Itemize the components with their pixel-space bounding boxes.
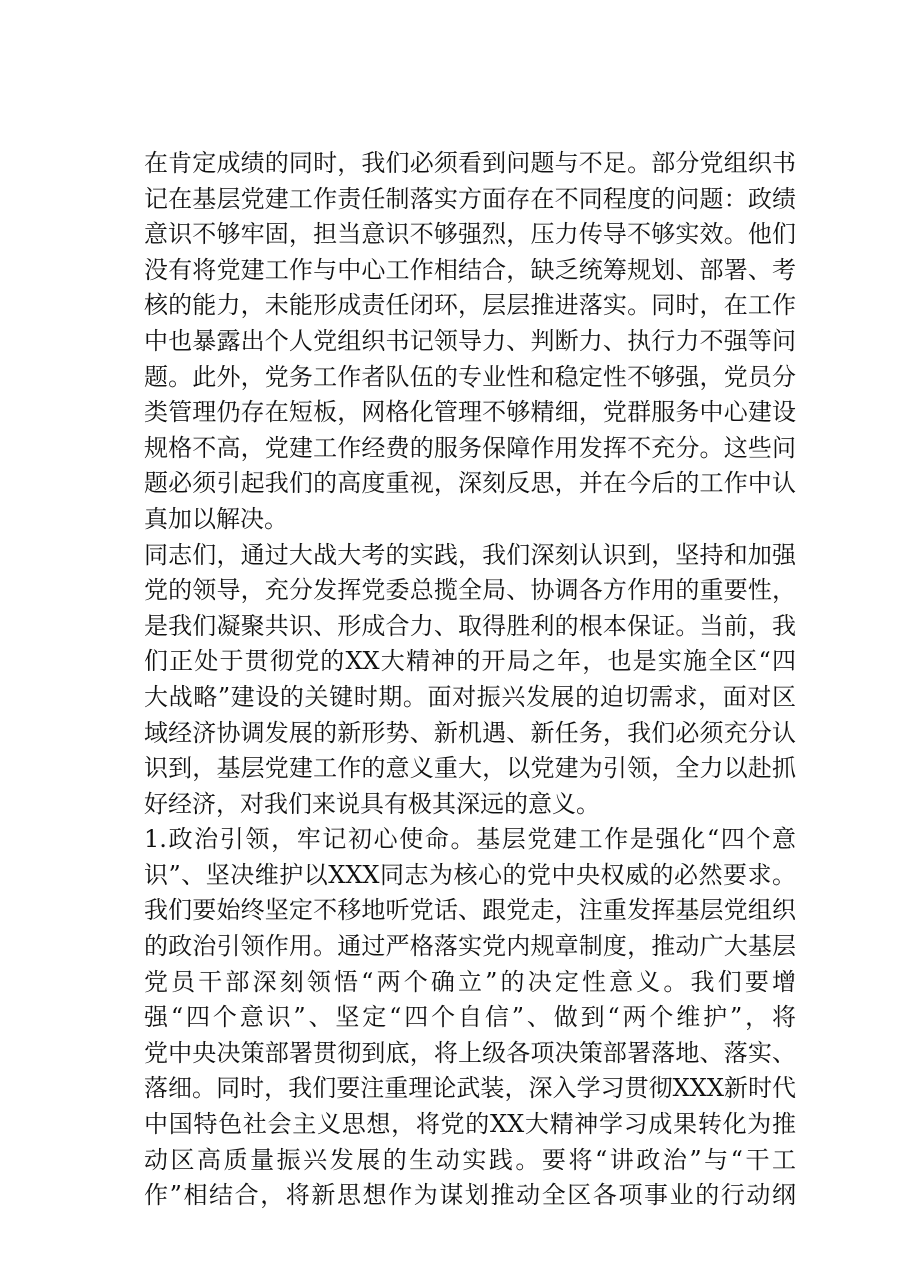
text-line: 们正处于贯彻党的XX大精神的开局之年，也是实施全区“四 bbox=[144, 647, 796, 676]
text-line: 识”、坚决维护以XXX同志为核心的党中央权威的必然要求。 bbox=[144, 860, 796, 889]
text-line: 题必须引起我们的高度重视，深刻反思，并在今后的工作中认 bbox=[144, 469, 796, 498]
text-line: 在肯定成绩的同时，我们必须看到问题与不足。部分党组织书 bbox=[144, 149, 796, 177]
paragraph-leadership bbox=[122, 538, 796, 823]
text-line: 1.政治引领，牢记初心使命。基层党建工作是强化“四个意 bbox=[144, 825, 796, 854]
text-line: 好经济，对我们来说具有极其深远的意义。 bbox=[144, 789, 600, 818]
text-line: 记在基层党建工作责任制落实方面存在不同程度的问题：政绩 bbox=[144, 184, 796, 213]
paragraph-political-guidance bbox=[122, 822, 796, 1214]
text-line: 意识不够牢固，担当意识不够强烈，压力传导不够实效。他们 bbox=[144, 220, 796, 249]
text-line: 题。此外，党务工作者队伍的专业性和稳定性不够强，党员分 bbox=[144, 362, 796, 391]
text-line: 真加以解决。 bbox=[144, 504, 288, 533]
text-line: 作”相结合，将新思想作为谋划推动全区各项事业的行动纲 bbox=[144, 1181, 796, 1210]
text-line: 党员干部深刻领悟“两个确立”的决定性意义。我们要增 bbox=[144, 967, 796, 996]
text-line: 我们要始终坚定不移地听党话、跟党走，注重发挥基层党组织 bbox=[144, 896, 796, 925]
paragraph-problems bbox=[122, 146, 796, 538]
text-line: 落细。同时，我们要注重理论武装，深入学习贯彻XXX新时代 bbox=[144, 1074, 796, 1103]
text-line: 大战略”建设的关键时期。面对振兴发展的迫切需求，面对区 bbox=[144, 682, 796, 711]
text-line: 同志们，通过大战大考的实践，我们深刻认识到，坚持和加强 bbox=[144, 540, 796, 569]
text-line: 动区高质量振兴发展的生动实践。要将“讲政治”与“干工 bbox=[144, 1145, 796, 1174]
text-line: 的政治引领作用。通过严格落实党内规章制度，推动广大基层 bbox=[144, 932, 796, 961]
text-line: 核的能力，未能形成责任闭环，层层推进落实。同时，在工作 bbox=[144, 291, 796, 320]
text-line: 党中央决策部署贯彻到底，将上级各项决策部署落地、落实、 bbox=[144, 1038, 796, 1067]
text-line: 党的领导，充分发挥党委总揽全局、协调各方作用的重要性， bbox=[144, 576, 796, 605]
text-line: 域经济协调发展的新形势、新机遇、新任务，我们必须充分认 bbox=[144, 718, 796, 747]
text-line: 中国特色社会主义思想，将党的XX大精神学习成果转化为推 bbox=[144, 1110, 796, 1139]
text-line: 是我们凝聚共识、形成合力、取得胜利的根本保证。当前，我 bbox=[144, 611, 796, 640]
document-body bbox=[122, 146, 796, 1214]
text-line: 规格不高，党建工作经费的服务保障作用发挥不充分。这些问 bbox=[144, 433, 796, 462]
text-line: 中也暴露出个人党组织书记领导力、判断力、执行力不强等问 bbox=[144, 326, 796, 355]
text-line: 类管理仍存在短板，网格化管理不够精细，党群服务中心建设 bbox=[144, 398, 796, 427]
text-line: 强“四个意识”、坚定“四个自信”、做到“两个维护”，将 bbox=[144, 1003, 796, 1032]
text-line: 没有将党建工作与中心工作相结合，缺乏统筹规划、部署、考 bbox=[144, 255, 796, 284]
text-line: 识到，基层党建工作的意义重大，以党建为引领，全力以赴抓 bbox=[144, 754, 796, 783]
